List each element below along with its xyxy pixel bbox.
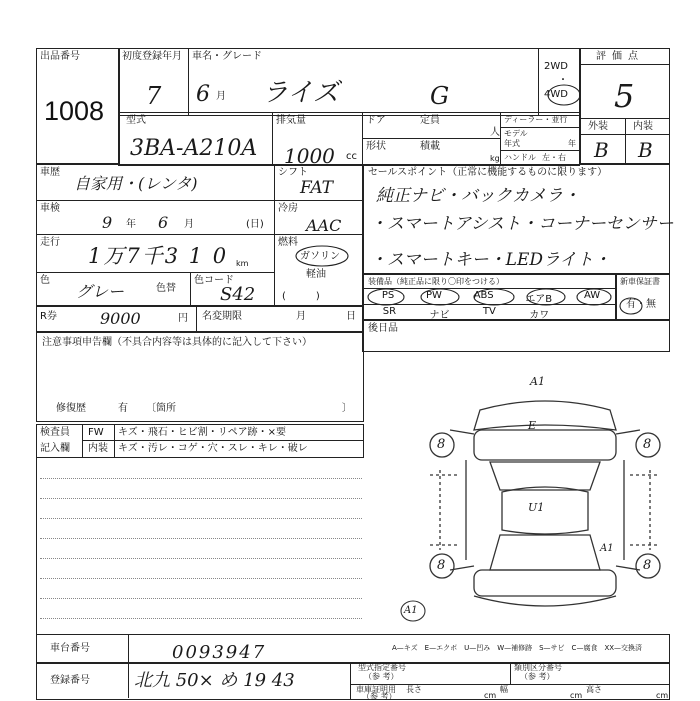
history-label: 車歴 (40, 167, 60, 178)
load-label: 積載 (420, 141, 440, 152)
length-label: 長さ (406, 685, 422, 694)
inspection-label: 車検 (40, 203, 60, 214)
equip-navi: ナビ (429, 310, 450, 321)
shape-label: 形状 (366, 141, 386, 152)
sales-line-2: ・スマートアシスト・コーナーセンサー (370, 214, 674, 234)
car-damage-diagram (420, 370, 670, 630)
diagram-mark-a1-rear: A1 (600, 543, 614, 554)
height-label: 高さ (586, 685, 602, 694)
cert-label: 車庫証明用 (356, 685, 396, 694)
height-cm: cm (656, 691, 669, 700)
car-name-label: 車名・グレード (192, 51, 262, 62)
displacement-label: 排気量 (276, 115, 306, 126)
capacity-label: 定員 (420, 115, 440, 126)
equip-sr: SR (382, 306, 397, 317)
drive-2wd: 2WD (544, 61, 568, 72)
model-year-unit: 年 (568, 139, 576, 148)
mileage-value: 1万7千3 1 0 (88, 244, 229, 268)
gasoline-circle-icon (292, 244, 352, 268)
mileage-label: 走行 (40, 237, 60, 248)
type-sub: （参 考） (364, 672, 399, 681)
fuel-paren: ( ) (282, 291, 320, 302)
repair-close: 〕 (342, 403, 352, 414)
diagram-mark-8-fl: 8 (437, 437, 446, 452)
equip-leather: カワ (529, 310, 550, 321)
inspection-year: 9 (102, 213, 113, 232)
fuel-light-oil: 軽油 (306, 269, 326, 280)
lot-label: 出品番号 (40, 51, 80, 62)
cooling-value: AAC (306, 216, 342, 235)
handle-value: 左・右 (542, 153, 566, 162)
drive-4wd: 4WD (544, 89, 568, 100)
sales-points-label: セールスポイント（正常に機能するものに限ります） (368, 167, 608, 178)
cert-sub: （参 考） (362, 692, 397, 701)
inspector-fw-items: キズ・飛石・ヒビ割・リペア跡・×要 (118, 427, 286, 438)
car-grade: G (430, 82, 450, 110)
cooling-label: 冷房 (278, 203, 298, 214)
registration-label: 初度登録年月 (122, 51, 182, 62)
color-change-label: 色替 (156, 283, 176, 294)
inspection-month: 6 (158, 213, 169, 232)
handle-label: ハンドル (504, 153, 536, 162)
recycle-label: R券 (40, 311, 57, 322)
displacement-value: 1000 (284, 144, 335, 168)
shift-value: FAT (300, 178, 334, 198)
load-unit: kg (490, 154, 500, 163)
diagram-mark-8-rr: 8 (643, 558, 652, 573)
rental-day-unit: 日 (346, 311, 356, 322)
length-cm: cm (484, 691, 497, 700)
repair-label: 修復歴 (56, 403, 86, 414)
plate-value: 北九 50× め 19 43 (134, 670, 295, 691)
model-label: 型式 (126, 115, 146, 126)
rear-items-label: 後日品 (368, 323, 398, 334)
sales-line-1: 純正ナビ・バックカメラ・ (376, 186, 580, 206)
registration-month: 6 (196, 82, 210, 107)
shift-label: シフト (278, 167, 308, 178)
displacement-unit: cc (346, 151, 357, 162)
color-label: 色 (40, 275, 50, 286)
diagram-mark-e: E (528, 419, 537, 432)
warranty-circle-icon (618, 296, 644, 316)
model-value: 3BA-A210A (130, 136, 258, 161)
warranty-label: 新車保証書 (620, 277, 660, 286)
width-cm: cm (570, 691, 583, 700)
model-year-label2: 年式 (504, 139, 520, 148)
car-name: ライズ (262, 78, 339, 108)
recycle-value: 9000 (100, 309, 141, 328)
dealer-label: ディーラー・並行 (504, 115, 568, 124)
inspector-label1: 検査員 (40, 427, 70, 438)
equip-pw: PW (426, 290, 442, 301)
recycle-box (36, 306, 364, 332)
width-label: 幅 (500, 685, 508, 694)
equip-abs: ABS (473, 290, 494, 301)
class-sub: （参 考） (520, 672, 555, 681)
rental-month-unit: 月 (296, 311, 306, 322)
equipment-label: 装備品（純正品に限り〇印をつける） (368, 277, 504, 286)
diagram-mark-8-rl: 8 (437, 558, 446, 573)
spare-tire-icon (398, 598, 428, 624)
equip-tv: TV (482, 306, 496, 317)
rear-items-box (362, 320, 670, 352)
color-code-value: S42 (220, 284, 256, 305)
inspector-int-items: キズ・汚レ・コゲ・穴・スレ・キレ・破レ (118, 443, 308, 454)
color-value: グレー (76, 282, 125, 301)
diagram-mark-a1-spare: A1 (404, 605, 418, 616)
equip-ps: PS (381, 290, 395, 301)
history-options: 自家用・(レンタ) (74, 174, 198, 193)
inspection-day-unit: (日) (246, 219, 264, 230)
model-year-label1: モデル (504, 129, 528, 138)
equipment-circles-icon (364, 286, 614, 318)
rating-score: 5 (614, 77, 635, 115)
class-label: 類別区分番号 (514, 663, 562, 672)
repair-value: 有 (118, 403, 128, 414)
inspector-label2: 記入欄 (40, 443, 70, 454)
repair-places: 〔箇所 (146, 403, 176, 414)
4wd-circle-icon (544, 82, 584, 108)
equip-airbag: エアB (525, 294, 553, 305)
fuel-label: 燃料 (278, 237, 298, 248)
equip-aw: AW (583, 290, 601, 301)
notes-label: 注意事項申告欄（不具合内容等は具体的に記入して下さい） (42, 337, 312, 348)
lot-number: 1008 (44, 96, 105, 126)
warranty-value: 有・無 (626, 299, 656, 310)
sales-line-3: ・スマートキー・LEDライト・ (370, 250, 611, 270)
plate-label: 登録番号 (50, 675, 90, 686)
type-label: 型式指定番号 (358, 663, 406, 672)
registration-month-unit: 月 (216, 91, 226, 102)
diagram-mark-a1-top: A1 (530, 375, 545, 388)
inspector-interior: 内装 (88, 443, 108, 454)
chassis-label: 車台番号 (50, 643, 90, 654)
diagram-mark-8-fr: 8 (643, 437, 652, 452)
registration-year: 7 (146, 82, 162, 110)
mileage-unit: km (236, 259, 249, 268)
recycle-unit: 円 (178, 313, 188, 324)
rating-label: 評価点 (596, 51, 644, 62)
chassis-value: 0093947 (172, 642, 267, 663)
color-code-label: 色コード (194, 275, 234, 286)
inspection-year-unit: 年 (126, 219, 136, 230)
chassis-box (36, 634, 670, 664)
rating-int-label: 内装 (633, 121, 653, 132)
capacity-unit: 人 (490, 127, 500, 138)
doors-label: ドア (366, 115, 386, 126)
inspection-month-unit: 月 (184, 219, 194, 230)
diagram-mark-u1: U1 (528, 501, 545, 514)
inspector-fw: FW (88, 427, 104, 438)
rating-int-value: B (638, 138, 653, 162)
rental-term-label: 名変期限 (202, 311, 242, 322)
rating-ext-label: 外装 (588, 121, 608, 132)
fuel-gasoline: ガソリン (300, 251, 340, 262)
drive-dot: ・ (558, 75, 568, 86)
rating-ext-value: B (594, 138, 609, 162)
damage-legend: A—キズ E—エクボ U—凹み W—補修跡 S—サビ C—腐食 XX—交換済 (392, 644, 643, 652)
